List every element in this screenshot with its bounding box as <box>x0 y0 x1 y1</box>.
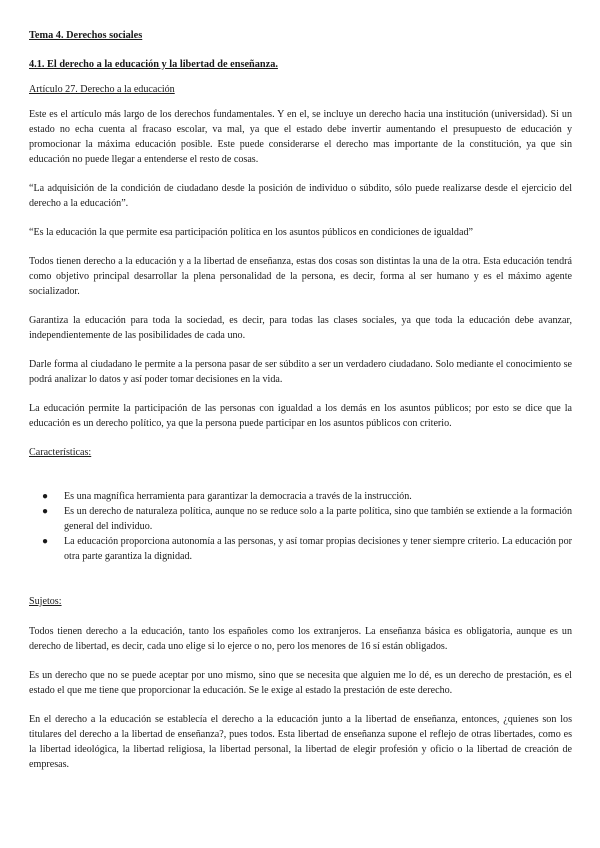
bullet-icon: ● <box>42 491 49 502</box>
list-item-text: Es un derecho de naturaleza política, aunque no se reduce solo a la parte política, sino que también se extiende a la formación general del individuo. <box>64 506 572 532</box>
article-heading: Artículo 27. Derecho a la educación <box>29 84 175 95</box>
paragraph-intro: Este es el artículo más largo de los derechos fundamentales. Y en el, se incluye un derecho hacia una institución (universidad). Si un estado no echa cuenta al fracaso escolar, va mal, ya que el estado debe invertir aumentando el presupuesto de educación y promocionar la máxima educación posible. Este puede considerarse el derecho mas importante de la constitución, ya que sin educación no puede llegar a entenderse el resto de cosas. <box>29 109 572 165</box>
paragraph-prestation: Es un derecho que no se puede aceptar por uno mismo, sino que se necesita que alguien me lo dé, es un derecho de prestación, es el estado el que me tiene que proporcionar la educación. Se le exige al estado la prestación de este derecho. <box>29 670 572 696</box>
list-item <box>29 489 572 504</box>
subjects-heading: Sujetos: <box>29 596 62 607</box>
paragraph-rights: Todos tienen derecho a la educación y a la libertad de enseñanza, estas dos cosas son distintas la una de la otra. Esta educación tendrá como objetivo principal desarrollar la plena personalidad de la persona, es decir, forma al ser humano y es el máximo agente socializador. <box>29 256 572 297</box>
quote-participation: “Es la educación la que permite esa participación política en los asuntos públicos en condiciones de igualdad” <box>29 227 473 238</box>
bullet-icon: ● <box>42 536 49 547</box>
list-item <box>29 504 572 534</box>
paragraph-subjects: Todos tienen derecho a la educación, tanto los españoles como los extranjeros. La enseñanza básica es obligatoria, aunque es un derecho de libertad, es decir, cada uno elige si lo ejerce o no, pero los menores de 16 sí están obligados. <box>29 626 572 652</box>
paragraph-participation: La educación permite la participación de las personas con igualdad a los demás en los asuntos públicos; por esto se dice que la educación es un derecho político, ya que la persona puede participar en los asuntos públicos con criterio. <box>29 403 572 429</box>
bullet-icon: ● <box>42 506 49 517</box>
list-item <box>29 534 572 564</box>
paragraph-citizen: Darle forma al ciudadano le permite a la persona pasar de ser súbdito a ser un verdadero ciudadano. Solo mediante el conocimiento se podrá analizar lo datos y así poder tomar decisiones en la vida. <box>29 359 572 385</box>
characteristics-heading: Características: <box>29 447 92 458</box>
document-title: Tema 4. Derechos sociales <box>29 30 143 41</box>
paragraph-guarantee: Garantiza la educación para toda la sociedad, es decir, para todas las clases sociales, ya que toda la educación debe avanzar, independientemente de las posibilidades de cada uno. <box>29 315 572 341</box>
characteristics-list <box>29 489 572 564</box>
quote-citizenship: “La adquisición de la condición de ciudadano desde la posición de individuo o súbdito, sólo puede realizarse desde el ejercicio del derecho a la educación”. <box>29 183 572 209</box>
section-heading: 4.1. El derecho a la educación y la libertad de enseñanza. <box>29 59 278 70</box>
document-page <box>29 28 572 786</box>
paragraph-freedom: En el derecho a la educación se establecía el derecho a la educación junto a la libertad de enseñanza, entonces, ¿quienes son los titulares del derecho a la libertad de enseñanza?, pues todos. Esta libertad de enseñanza supone el reflejo de otras libertades, como es la libertad ideológica, la libertad religiosa, la libertad personal, la libertad de elegir profesión y oficio o la libertad de creación de empresas. <box>29 714 572 770</box>
list-item-text: Es una magnífica herramienta para garantizar la democracia a través de la instrucción. <box>64 491 412 502</box>
list-item-text: La educación proporciona autonomía a las personas, y así tomar propias decisiones y tener siempre criterio. La educación por otra parte garantiza la dignidad. <box>64 536 572 562</box>
